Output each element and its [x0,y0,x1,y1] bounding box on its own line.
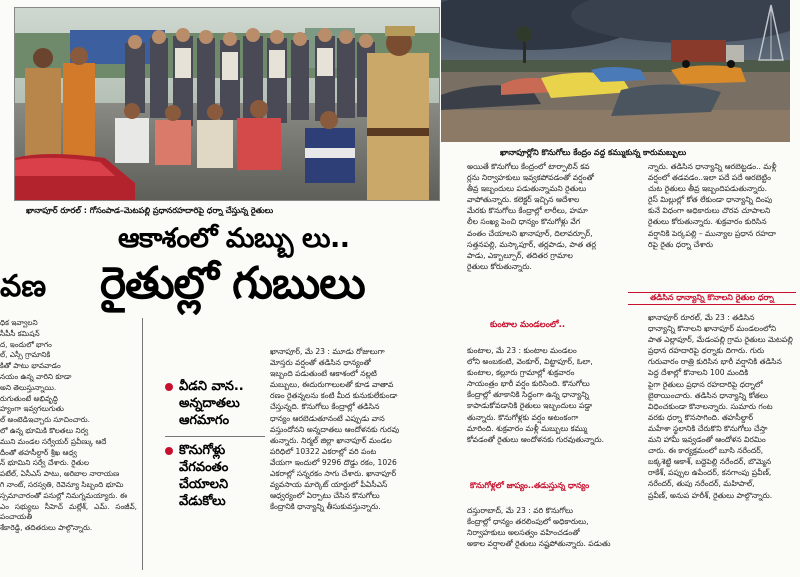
photo-right-caption: ఖానాపూర్లోని కొనుగోలు కేంద్రం వద్ద కమ్ముకున్న కారుమబ్బులు [500,148,687,157]
photo-farmers-protest-image [15,8,439,200]
text-line: హ్యంగా ఇవ్వగలుగుతు [0,404,64,414]
left-fragment-heading: వణ [0,269,47,304]
text-line: పరిధిలో 10322 ఎకరాల్లో వరి పంట [270,446,377,456]
text-line: ఖానాపూర్ రూరల్, మే 23 : తడిసిన [648,313,755,322]
text-line: ధాన్యం ఆరబెడుతూనంటే ఎప్పుడు వాన [270,413,385,423]
text-line: నరేందర్, తుపు నరేందర్, మహిపాల్, [648,479,755,489]
text-line: న్ భూమిని సర్వే చేశారు. రైతుల [0,458,90,468]
text-line: గురువారం రాత్రి కురిసిన భారీ వర్షానికి తడిసిన [648,357,782,367]
bullet-1-line: ఆగమాగం [179,413,230,428]
text-line: కేంద్రాల్లో తూకానికి సిద్ధంగా ఉన్న ధాన్యాన్ని [467,390,589,400]
text-line: కుంటాల, మే 23 : కుంటాల మండలం [467,346,577,355]
text-line: సత్తనపల్లి, మస్కాపూర్, తర్లపాడు, పాత తర్ల [467,239,596,249]
text-line: అని తెలుస్తున్నాయి. [0,382,57,392]
article-column-c-bottom [648,312,793,574]
text-line: ప్రధాన రహదారిపై ధర్నాకు దిగారు. గురు [648,346,765,356]
bullet-2-line: వేగవంతం [179,460,229,475]
text-line: రిపై రైతు ధర్నా చేశారు [648,239,714,249]
text-line: రుగుతుంటే అభివృద్ధి [0,393,58,403]
text-line: ల్ అంటెడిఇచ్చారు సూచించారు. [0,415,90,425]
left-fragment-text [0,318,137,573]
text-line: వేయగా ఇందులో 9296 దొడ్డు రకం, 1026 [270,457,397,467]
text-line: వర్షంలో తడవడం..ఇలా పదే పదే ఆరబెట్టిం [648,173,772,183]
text-line: గి నాంట్, సరస్వతి, రెవెన్యూ సిబ్బంది భూమి [0,479,124,489]
text-line: తున్నారు. నిర్మల్ జిల్లా ఖానాపూర్ మండల [270,435,392,445]
article-column-c-top [648,161,793,291]
text-line: రైతులు కోరుతున్నారు. [467,261,532,271]
bullet-2-line: వేడుకోలు [179,494,226,509]
text-line: బైఠాయించారు. తడిసిన ధాన్యాన్ని కోతలు [648,390,768,400]
text-line: ఎకరాల్లో సన్నరకం సాగు చేశారు. ఖానాపూర్ [270,469,397,479]
bullet-block-1 [165,378,265,429]
text-line: వాపోతున్నారు. కలెక్టర్ ఇచ్చిన ఆదేశాల [467,195,580,205]
text-line: లో ఉన్న భూమికి కొలతలు నిర్వ [0,425,89,435]
text-line: మహేశా స్థలానికి చేరుకొని కొనుగోలు చేస్తా [648,423,768,433]
bullet-divider [165,436,265,437]
subhead-farmers-dharna: తడిసిన ధాన్యాన్ని కొనాలని రైతుల ధర్నా [628,292,796,305]
text-line: ధిక ఇవ్వాలని [0,318,38,327]
text-line: తున్నారు. కొనుగోళ్లకు వర్షం అటంకంగా [467,412,579,422]
text-line: అయితే కొనుగోలు కేంద్రంలో టార్పాలిన్ కవ [467,162,590,171]
text-line: రణం రైతన్నలను కంటి మీద కునుకులేకుండా [270,391,398,401]
text-line: నయం ఉన్న వారిని కూడా [0,371,72,381]
bullet-dot [165,447,173,455]
text-line: ధాన్యాన్ని కొనాలని ఖానాపూర్ మండలంలోని [648,324,777,334]
text-line: కాపాడుకోవడానికి రైతులు ఇబ్బందులు పడ్డా [467,401,593,411]
text-line: ప్రవీణ్, అనుప హరీశ్, రైతులు పాల్గొన్నారు. [648,490,773,500]
text-line: ఖానాపూర్, మే 23 : మూడు రోజులుగా [270,347,385,356]
headline-line-2: రైతుల్లో గుబులు [100,258,365,309]
text-line: రైతులు కోరుతున్నారు. శుక్రవారం కురిసిన [648,217,767,227]
text-line: కుంటాల, కల్లూరు గ్రామాల్లో శుక్రవారం [467,368,575,378]
photo-dark-clouds [441,0,790,142]
text-line: అకాల వర్షాలతో రైతులు నష్టపోతున్నారు. పడుతు [467,539,611,549]
text-line: మోస్తరు వర్షంతో తడిసిన ధాన్యంతో [270,358,371,368]
text-line: ర్లను నిర్వాహకులు ఇవ్వకపోవడంతో వర్షంతో [467,173,594,183]
text-line: కునే విధంగా అధికారులు చొరవ చూపాలని [648,206,771,216]
text-line: కేంద్రానికి ధాన్యాన్ని తీసుకువస్తున్నారు. [270,502,381,512]
text-line: పాడు, ఎక్బాల్పూర్, తదితర గ్రామాల [467,250,573,260]
text-line: రాకేశ్, పప్పుల ఉపేందర్, కనగాంపు ప్రవీణ్, [648,468,772,478]
text-line: పైగా రైతులు ప్రధాన రహదారిపై ధర్నాలో [648,379,763,389]
headline-line-1: ఆకాశంలో మబ్బు లు.. [118,223,350,254]
text-line: కితో పాటు భావవాడం [0,361,61,371]
text-line: దస్తురాబాద్, మే 23 : వరి కొనుగోలు [467,506,573,515]
text-line: పెద్ద దేశాల్లో కొనాలని 100 మందికి [648,368,749,378]
text-line: దీంతో తహసీల్దార్ శ్రీఖ ఆధ్వ [0,447,77,457]
photo-dark-clouds-image [441,0,790,142]
text-line: చుట రైతులు తీవ్ర ఇబ్బందిపడుతున్నారు. [648,184,768,194]
text-line: కేంద్రాల్లో ధాన్యం తరలింపులో అధికారులు, [467,517,589,527]
text-line: న్నారు. తడిసిన ధాన్యాన్ని ఆరబెట్టడం.. మళ్లీ [648,162,777,171]
bullet-1-line: అన్నదాతలు [179,396,240,411]
bullet-1-line: వీడని వాన.. [179,379,244,394]
text-line: బక్కశెట్టి ఆకాశ్, బద్దెపెల్లి నరేందర్, బొమ్మెన [648,457,772,467]
text-line: పాత ఎల్లాపూర్, మేడంపల్లి గ్రామ రైతులు మెటపల్లి [648,335,793,345]
article-column-b-bottom [467,505,642,575]
text-line: తీవ్ర ఇబ్బందులు పడుతున్నామని రైతులు [467,184,587,194]
bullet-block-2 [165,442,265,510]
text-line: శేకారెడ్డి, తదితరులు పాల్గొన్నారు. [0,523,93,533]
subhead-delay: కొనుగోళ్లలో జాప్యం..తడుస్తున్న ధాన్యం [470,481,590,490]
text-line: చేస్తున్నది. కొనుగోలు కేంద్రాల్లో తడిసిన [270,402,380,412]
photo-farmers-protest [14,7,440,201]
text-line: మని హామీ ఇవ్వడంతో ఆందోళన విరమిం [648,435,766,445]
text-line: లోని అంబకంటి, వెంకూర్, విట్టాపూర్, ఓలా, [467,357,593,367]
text-line: విధించకుండా కొనాలన్నారు. సుమారు గంట [648,401,773,411]
text-line: నిర్వాహకులు అలసత్వం వహించడంతో [467,528,580,538]
subhead-kuntala: కుంటాల మండలంలో.. [490,320,566,330]
text-line: వరకు ధర్నా కొనసాగింది. తహసీల్దార్ [648,412,754,422]
text-line: లీల సంఖ్య పెంచి ధాన్యం కొనుగోళ్లు వేగ [467,217,581,227]
text-line: వ్యవసాయ మార్కెట్ యార్డులో పీఏసీఎస్ [270,480,388,490]
bullet-2-line: చేయాలని [179,477,229,492]
text-line: మబ్బులు, ఈదురుగాలులతో కూడ వాతావ [270,380,394,390]
text-line: పటేల్, ఏసీఎస్ పాటు, అరిబాల నారాయణ [0,469,120,479]
text-line: సాయంత్రం భారీ వర్షం కురిసింది. కొనుగోలు [467,379,590,389]
text-line: స్సమాచారంతో పనుల్లో నిమగ్నమయ్యారు. ఈ [0,490,128,500]
bullet-2-line: కొనుగోళ్లు [179,443,226,458]
text-line: చారు. ఈ కార్యక్రమంలో బూసి నరేందర్, [648,446,764,456]
column-divider [142,318,143,570]
text-line: ఆధ్వర్యంలో ఏర్పాటు చేసిన కొనుగోలు [270,491,380,501]
text-line: ఎం సభ్యులు సీహెచ్ మల్లేశ్, ఎమ్. సంజీవ్, పంచాయతీ [0,501,137,522]
text-line: వర్షానికి పెర్కపల్లి – మున్యాల ప్రధాన రహదా [648,228,776,238]
text-line: ఇబ్బంది పడుతుంటే ఆకాశంలో నల్లటి [270,369,377,379]
article-column-a [270,346,460,574]
text-line: ముని మండల సర్వేయర్ ప్రవీణ్కు ఆదే [0,436,107,446]
article-column-b-mid [467,345,642,447]
text-line: రైస్ మిల్లుల్లో కోత లేకుండా ధాన్యాన్ని దింపు [648,195,773,205]
bullet-dot [165,383,173,391]
text-line: ల్, ఎస్సీ గ్రామానికి [0,350,51,360]
text-line: ద, ఇందులో భాగం [0,339,52,349]
article-column-b-top [467,161,642,311]
photo-left-caption: ఖానాపూర్ రూరల్ : గోసంపాడ–మెటపల్లి ప్రధానరహదారిపై ధర్నా చేస్తున్న రైతులు [26,206,274,215]
text-line: సీపీసీ కమిషన్ [0,328,40,338]
text-line: వంతం చేయాలని ఖానాపూర్, దిలావర్పూర్, [467,228,593,238]
text-line: కోవడంతో రైతులు ఆందోళనకు గురవుతున్నారు. [467,434,605,444]
text-line: మారింది. శుక్రవారం మళ్లీ మబ్బులు కమ్ము [467,423,588,433]
text-line: మేరకు కొనుగోలు కేంద్రాల్లో లారీలు, హమా [467,206,588,216]
text-line: వస్తుందోనని అన్నదాతలు ఆందోళనకు గురవు [270,424,400,434]
